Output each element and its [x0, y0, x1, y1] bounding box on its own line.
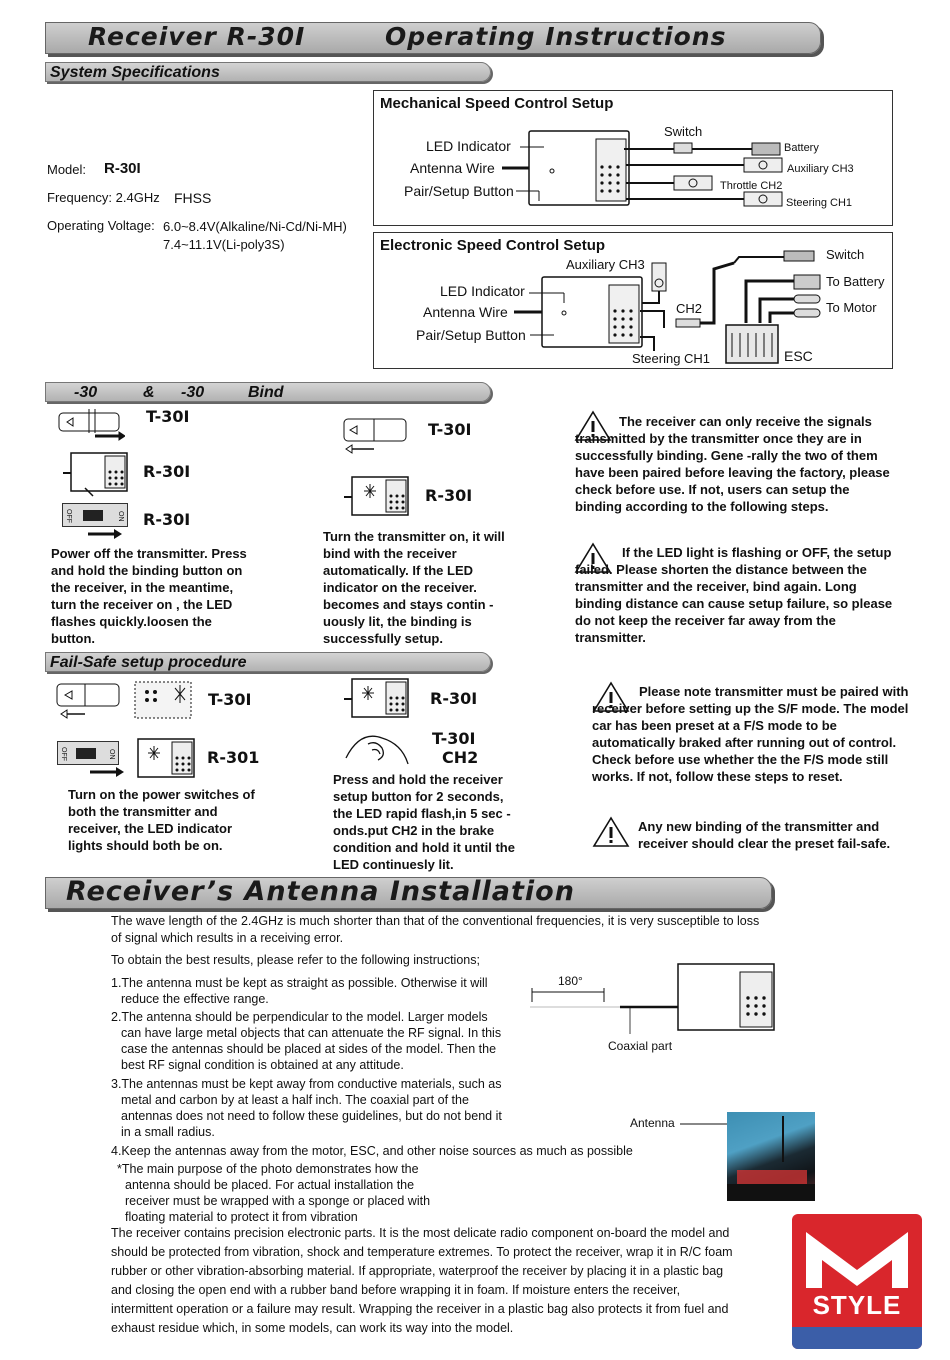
failsafe-header: [45, 652, 491, 672]
failsafe-step2-text: Press and hold the receiver setup button for 2 seconds, the LED rapid flash,in 5 sec -onds.put CH2 in the brake condition and hold it until the LED continuesly lit.: [333, 772, 515, 872]
antenna-item-3: 3.The antennas must be kept away from conductive materials, such as metal and carbon by at least a half inch. The coaxial part of the antennas does not need to follow these guidelines, but do not bend it in a small radius.: [111, 1077, 502, 1139]
bind-header: [45, 382, 491, 402]
power-switch-icon: [62, 503, 128, 527]
antenna-intro: The wave length of the 2.4GHz is much shorter than that of the conventional frequencies, it is very susceptible to loss of signal which results in a receiving error.: [111, 914, 760, 945]
antenna-item-2: 2.The antenna should be perpendicular to the model. Larger models can have large metal objects that can attenuate the RF signal. In this case the antennas should be placed at sides of the model. Then the best RF signal condition is obtained at any attitude.: [111, 1010, 502, 1072]
transmitter-on-icon: [340, 417, 410, 457]
warning-icon-failsafe-2: [592, 816, 630, 848]
esc-steering-label: Steering CH1: [632, 351, 711, 366]
failsafe-warning-1: Please note transmitter must be paired with receiver before setting up the S/F mode. The model car has been preset at a F/S mode to be automatically braked after running out of control. Check before use whether the the F/S mode still works. If not, follow these steps to reset.: [592, 684, 909, 784]
switch-off-label: OFF: [65, 509, 72, 523]
antenna-photo-label: Antenna: [630, 1116, 675, 1130]
mech-pair-label: Pair/Setup Button: [404, 183, 514, 199]
failsafe-t301-ch2-label-b: CH2: [442, 748, 479, 767]
logo-blue-band: [792, 1327, 922, 1349]
failsafe-title: Fail-Safe setup procedure: [50, 654, 247, 671]
bind-title-r: -30: [181, 384, 205, 401]
receiver-bind-icon: [63, 448, 133, 498]
antenna-install-photo: [727, 1112, 815, 1201]
mech-switch-label: Switch: [664, 124, 703, 139]
antenna-closing: The receiver contains precision electronic parts. It is the most delicate radio component on-board the model and should be protected from vibration, shock and temperature extremes. To protect the receiver, wrap it in R/C foam rubber or other vibration-absorbing material. If appropriate, waterproof the receiver by placing it in a plastic bag and closing the open end with a rubber band before wrapping it in foam. If moisture enters the receiver, intermittent operation or a failure may result. Wrapping the receiver in a plastic bag also protects it from fuel and exhaust residue which, in some models, can work its way into the model.: [111, 1226, 733, 1335]
failsafe-receiver-led-icon: [344, 676, 414, 722]
switch-on-label: ON: [117, 511, 124, 522]
system-specs-title: System Specifications: [50, 64, 220, 81]
bind-title-t: -30: [74, 384, 98, 401]
mech-throttle-label: Throttle CH2: [720, 180, 783, 192]
frequency-label: Frequency: 2.4GHz: [47, 190, 160, 205]
voltage-label: Operating Voltage:: [47, 218, 155, 233]
brand-logo: [792, 1214, 922, 1349]
coaxial-label: Coaxial part: [608, 1039, 673, 1053]
mech-aux-label: Auxiliary CH3: [787, 163, 854, 175]
product-title: Receiver R-30I: [88, 22, 306, 51]
receiver-led-icon: [344, 472, 414, 522]
electronic-wiring-diagram: [374, 233, 894, 370]
failsafe-transmitter-icon: [55, 680, 200, 726]
bind-t301-label-2: T-30I: [428, 420, 472, 439]
mechanical-setup-title: Mechanical Speed Control Setup: [380, 95, 614, 112]
esc-battery-label: To Battery: [826, 274, 885, 289]
failsafe-switch-icon: [57, 741, 119, 765]
logo-text: STYLE: [812, 1290, 902, 1320]
failsafe-switch-on: ON: [108, 749, 115, 760]
frequency-value: FHSS: [174, 190, 212, 206]
failsafe-arrow-icon: [90, 766, 126, 778]
antenna-section-title: Receiver’s Antenna Installation: [66, 876, 575, 907]
bind-warning-2: If the LED light is flashing or OFF, the setup failed. Please shorten the distance between the transmitter and the receiver, bind again. Long binding distance can cause setup failure, so please do not keep the receiver far away from the transmitter.: [575, 545, 893, 645]
mechanical-wiring-diagram: [374, 91, 894, 227]
esc-ch2-label: CH2: [676, 301, 703, 316]
esc-label: ESC: [784, 348, 813, 364]
esc-pair-label: Pair/Setup Button: [416, 327, 526, 343]
model-value: R-30I: [104, 160, 141, 177]
failsafe-t301-ch2-label-a: T-30I: [432, 729, 476, 748]
mech-battery-label: Battery: [784, 142, 819, 154]
bind-title-bind: Bind: [248, 384, 284, 401]
bind-step1-text: Power off the transmitter. Press and hold the binding button on the receiver, in the meantime, turn the receiver on , the LED flashes quickly.loosen the button.: [51, 546, 247, 646]
failsafe-t301-label: T-30I: [208, 690, 252, 709]
antenna-diagram: [530, 962, 780, 1042]
transmitter-off-icon: [55, 405, 125, 445]
bind-r301-label-1: R-30I: [143, 462, 191, 481]
esc-antenna-label: Antenna Wire: [423, 304, 508, 320]
antenna-item-1: 1.The antenna must be kept as straight as possible. Otherwise it will reduce the effective range.: [111, 976, 488, 1006]
failsafe-step1-text: Turn on the power switches of both the transmitter and receiver, the LED indicator lights should both be on.: [68, 787, 255, 853]
bind-r301-label-3: R-30I: [425, 486, 473, 505]
transmitter-trigger-icon: [342, 728, 414, 768]
esc-motor-label: To Motor: [826, 300, 877, 315]
esc-led-label: LED Indicator: [440, 283, 525, 299]
failsafe-r301-label-b: R-30I: [430, 689, 478, 708]
electronic-setup-box: [373, 232, 893, 369]
switch-on-arrow-icon: [88, 528, 124, 540]
antenna-item-4: 4.Keep the antennas away from the motor, ESC, and other noise sources as much as possible: [111, 1144, 633, 1158]
voltage-value-2: 7.4~11.1V(Li-poly3S): [163, 237, 285, 252]
mechanical-setup-box: [373, 90, 893, 226]
antenna-best: To obtain the best results, please refer to the following instructions;: [111, 953, 480, 967]
electronic-setup-title: Electronic Speed Control Setup: [380, 237, 606, 254]
failsafe-r301-label-a: R-301: [207, 748, 260, 767]
angle-label: 180°: [558, 974, 583, 988]
esc-switch-label: Switch: [826, 247, 865, 262]
antenna-note: *The main purpose of the photo demonstrates how the antenna should be placed. For actual installation the receiver must be wrapped with a sponge or placed with floating material to protect it from vibration: [117, 1162, 431, 1224]
mech-antenna-label: Antenna Wire: [410, 160, 495, 176]
mech-led-label: LED Indicator: [426, 138, 511, 154]
bind-title-amp: &: [143, 384, 155, 401]
failsafe-receiver-icon: [134, 736, 196, 782]
esc-aux-label: Auxiliary CH3: [566, 257, 645, 272]
bind-t301-label-1: T-30I: [146, 407, 190, 426]
mech-steering-label: Steering CH1: [786, 197, 853, 209]
model-label: Model:: [47, 162, 87, 177]
failsafe-switch-off: OFF: [60, 747, 67, 761]
antenna-leader-line: [680, 1122, 730, 1126]
bind-warning-1: The receiver can only receive the signals transmitted by the transmitter once they are in successfully binding. Gene -rally the two of them have been paired before leaving the factory, please check before use. If not, users can setup the binding according to the following steps.: [575, 414, 890, 514]
bind-step2-text: Turn the transmitter on, it will bind with the receiver automatically. If the LED indicator on the receiver. becomes and stays contin -uously lit, the binding is successfully setup.: [323, 529, 505, 646]
system-specs-header: [45, 62, 491, 82]
doc-title: Operating Instructions: [385, 22, 727, 51]
bind-r301-label-2: R-30I: [143, 510, 191, 529]
voltage-value-1: 6.0~8.4V(Alkaline/Ni-Cd/Ni-MH): [163, 219, 347, 234]
failsafe-warning-2: Any new binding of the transmitter and receiver should clear the preset fail-safe.: [638, 819, 891, 851]
